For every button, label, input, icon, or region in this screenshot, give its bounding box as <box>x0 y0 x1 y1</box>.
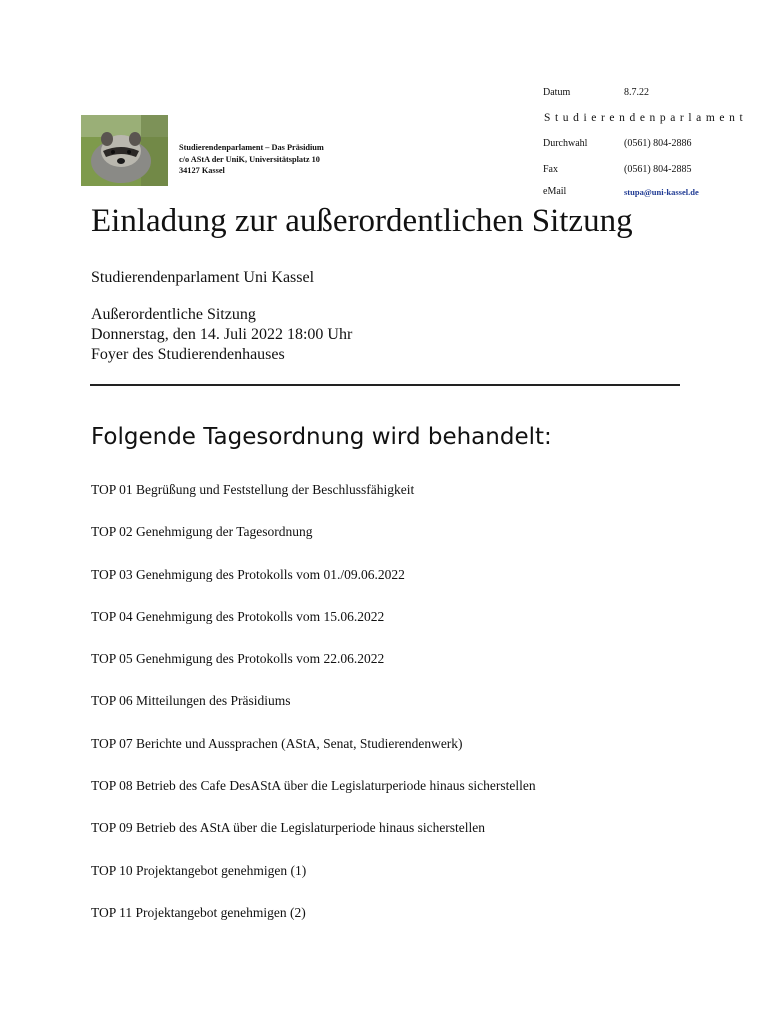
agenda-list <box>91 480 536 945</box>
agenda-item: TOP 06 Mitteilungen des Präsidiums <box>91 693 291 709</box>
agenda-item: TOP 08 Betrieb des Cafe DesAStA über die Legislaturperiode hinaus sicherstellen <box>91 778 536 794</box>
agenda-item: TOP 04 Genehmigung des Protokolls vom 15.06.2022 <box>91 608 385 624</box>
agenda-item: TOP 01 Begrüßung und Feststellung der Beschlussfähigkeit <box>91 482 415 497</box>
sender-line: Studierendenparlament – Das Präsidium <box>179 143 324 152</box>
page-title: Einladung zur außerordentlichen Sitzung <box>91 203 633 239</box>
email-label: eMail <box>543 186 567 197</box>
session-location: Foyer des Studierendenhauses <box>91 346 285 363</box>
phone-value: (0561) 804-2886 <box>624 138 692 149</box>
phone-label: Durchwahl <box>543 138 588 149</box>
fax-value: (0561) 804-2885 <box>624 164 692 175</box>
sender-line: 34127 Kassel <box>179 166 225 175</box>
session-type: Außerordentliche Sitzung <box>91 306 256 323</box>
fax-label: Fax <box>543 164 558 175</box>
agenda-item: TOP 10 Projektangebot genehmigen (1) <box>91 862 307 878</box>
agenda-item: TOP 02 Genehmigung der Tagesordnung <box>91 524 313 540</box>
sender-address <box>179 142 324 177</box>
session-datetime: Donnerstag, den 14. Juli 2022 18:00 Uhr <box>91 326 353 343</box>
organization-name: Studierendenparlament Uni Kassel <box>91 269 315 286</box>
date-label: Datum <box>543 87 571 98</box>
session-details <box>91 305 352 365</box>
agenda-heading: Folgende Tagesordnung wird behandelt: <box>91 424 552 450</box>
agenda-item: TOP 07 Berichte und Aussprachen (AStA, Senat, Studierendenwerk) <box>91 735 463 751</box>
email-link[interactable]: stupa@uni-kassel.de <box>624 187 699 197</box>
divider <box>90 384 680 386</box>
agenda-item: TOP 09 Betrieb des AStA über die Legislaturperiode hinaus sicherstellen <box>91 820 486 836</box>
organization-spaced: Studierendenparlament <box>544 112 748 124</box>
raccoon-photo <box>81 115 168 186</box>
agenda-item: TOP 03 Genehmigung des Protokolls vom 01./09.06.2022 <box>91 566 405 582</box>
agenda-item: TOP 11 Projektangebot genehmigen (2) <box>91 904 306 920</box>
date-value: 8.7.22 <box>624 87 649 98</box>
agenda-item: TOP 05 Genehmigung des Protokolls vom 22.06.2022 <box>91 651 385 667</box>
sender-line: c/o AStA der UniK, Universitätsplatz 10 <box>179 154 320 164</box>
